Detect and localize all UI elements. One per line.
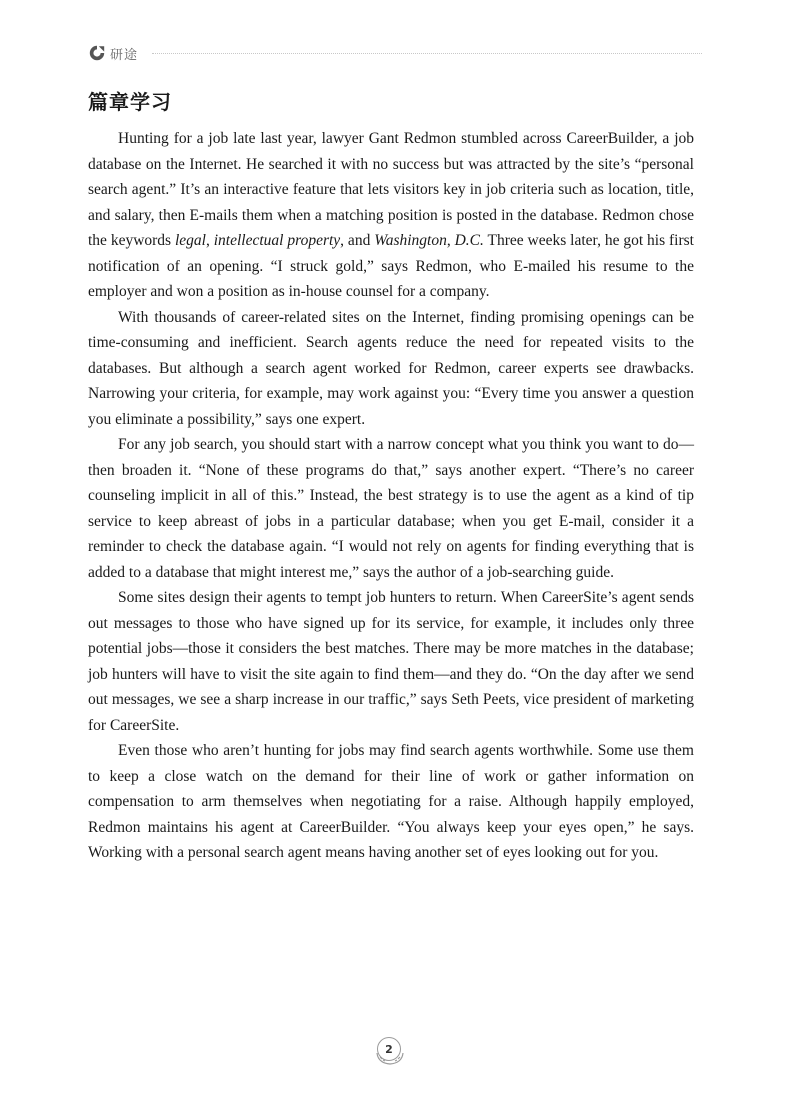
paragraph-3: For any job search, you should start with a narrow concept what you think you want to do—then broaden it. “None of these programs do that,” says another expert. “There’s no career counseling implicit in all of this.” Instead, the best strategy is to use the agent as a kind of tip service to keep abreast of jobs in a particular database; when you get E-mail, consider it a reminder to check the database again. “I would not rely on agents for finding everything that is added to a database that might interest me,” says the author of a job-searching guide. xyxy=(88,436,694,581)
article-body xyxy=(88,126,694,866)
swirl-logo-icon xyxy=(88,44,106,62)
keyword-legal: legal xyxy=(174,232,206,249)
brand-logo xyxy=(88,44,138,63)
keyword-washington: Washington xyxy=(374,232,447,249)
paragraph-5: Even those who aren’t hunting for jobs may find search agents worthwhile. Some use them to keep a close watch on the demand for their line of work or gather information on compensation to arm themselves when negotiating for a raise. Although happily employed, Redmon maintains his agent at CareerBuilder. “You always keep your eyes open,” he says. Working with a personal search agent means having another set of eyes looking out for you. xyxy=(88,742,694,861)
paragraph-4: Some sites design their agents to tempt job hunters to return. When CareerSite’s agent sends out messages to those who have signed up for its service, for example, it includes only three potential jobs—those it considers the best matches. There may be more matches in the database; job hunters will have to visit the site again to find them—and they do. “On the day after we send out messages, we see a sharp increase in our traffic,” says Seth Peets, vice president of marketing for CareerSite. xyxy=(88,589,694,734)
keyword-dc: D.C. xyxy=(454,232,484,249)
paragraph-1: Hunting for a job late last year, lawyer Gant Redmon stumbled across CareerBuilder, a job database on the Internet. He searched it with no success but was attracted by the site’s “personal search agent.” It’s an interactive feature that lets visitors key in job criteria such as location, title, and salary, then E-mails them when a matching position is posted in the database. Redmon chose the keywords legal, intellectual property, and Washington, D.C. Three weeks later, he got his first notification of an opening. “I struck gold,” says Redmon, who E-mailed his resume to the employer and won a position as in-house counsel for a company. xyxy=(88,130,694,300)
keyword-intellectual-property: intellectual property xyxy=(213,232,341,249)
page-number: 2 xyxy=(377,1037,401,1061)
header-divider xyxy=(152,53,702,54)
page-number-badge xyxy=(377,1037,403,1063)
brand-name: 研途 xyxy=(110,47,139,63)
page-header xyxy=(88,42,702,64)
paragraph-2: With thousands of career-related sites on the Internet, finding promising openings can be time-consuming and inefficient. Search agents reduce the need for repeated visits to the databases. But although a search agent worked for Redmon, career experts see drawbacks. Narrowing your criteria, for example, may work against you: “Every time you answer a question you eliminate a possibility,” says one expert. xyxy=(88,308,694,428)
section-title: 篇章学习 xyxy=(88,90,172,114)
